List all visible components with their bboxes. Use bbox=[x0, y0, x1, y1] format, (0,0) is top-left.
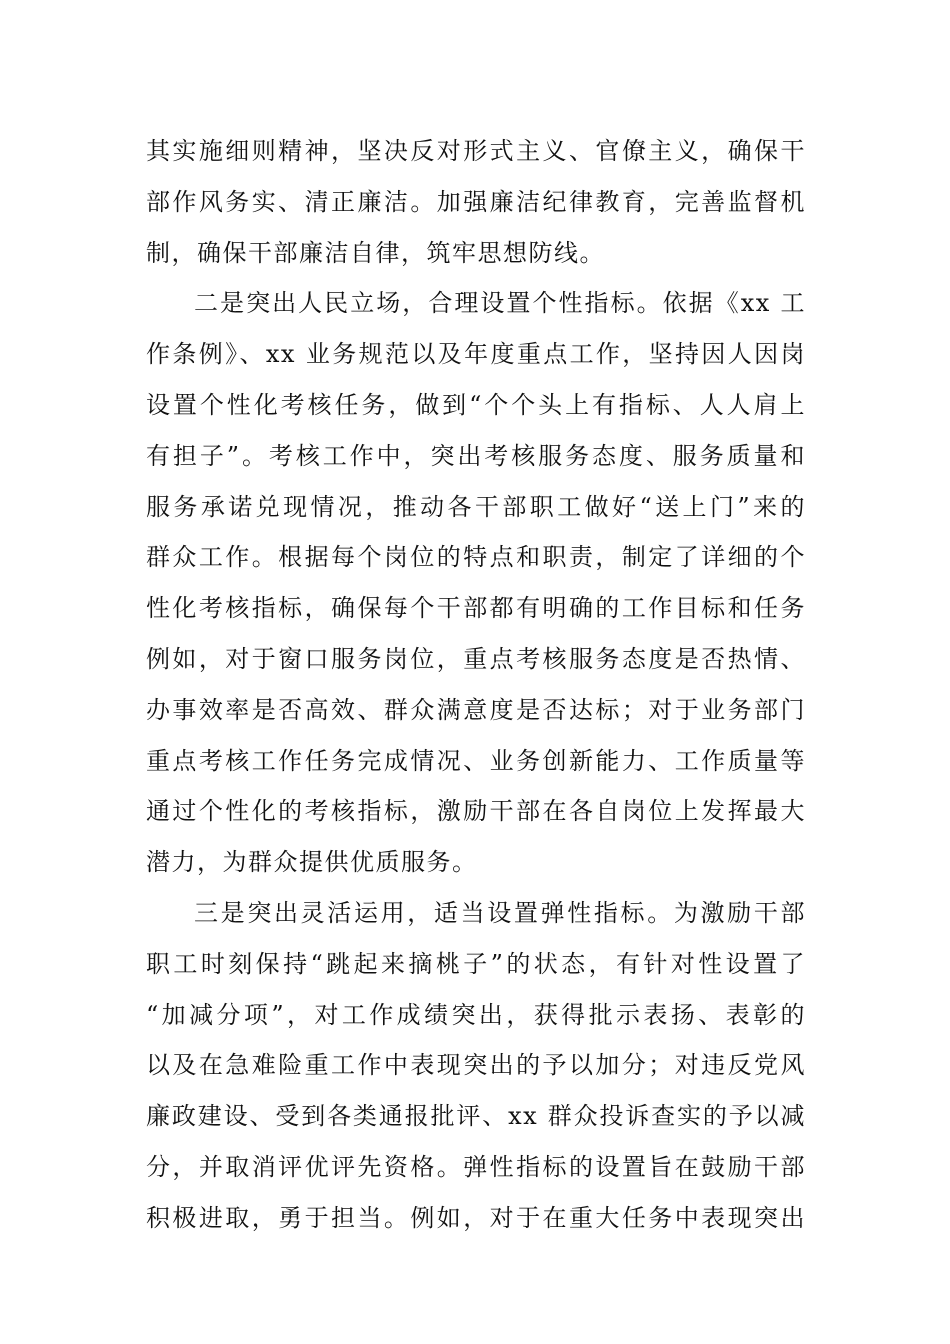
text-line: 以及在急难险重工作中表现突出的予以加分；对违反党风 bbox=[146, 1051, 806, 1080]
text-line: 群众工作。根据每个岗位的特点和职责，制定了详细的个 bbox=[146, 543, 806, 572]
text-line: “加减分项”，对工作成绩突出，获得批示表扬、表彰的 bbox=[146, 1000, 806, 1029]
text-line: 职工时刻保持“跳起来摘桃子”的状态，有针对性设置了 bbox=[146, 949, 806, 978]
text-line: 通过个性化的考核指标，激励干部在各自岗位上发挥最大 bbox=[146, 797, 806, 826]
text-line: 制，确保干部廉洁自律，筑牢思想防线。 bbox=[146, 238, 605, 267]
document-body bbox=[146, 126, 806, 1244]
text-line: 积极进取，勇于担当。例如，对于在重大任务中表现突出 bbox=[146, 1203, 806, 1232]
text-line: 服务承诺兑现情况，推动各干部职工做好“送上门”来的 bbox=[146, 492, 806, 521]
text-line: 二是突出人民立场，合理设置个性指标。依据《xx 工 bbox=[194, 289, 806, 318]
text-line: 重点考核工作任务完成情况、业务创新能力、工作质量等 bbox=[146, 746, 806, 775]
text-line: 部作风务实、清正廉洁。加强廉洁纪律教育，完善监督机 bbox=[146, 187, 806, 216]
text-line: 性化考核指标，确保每个干部都有明确的工作目标和任务 bbox=[146, 594, 806, 623]
text-line: 分，并取消评优评先资格。弹性指标的设置旨在鼓励干部 bbox=[146, 1152, 806, 1181]
text-line: 廉政建设、受到各类通报批评、xx 群众投诉查实的予以减 bbox=[146, 1102, 806, 1131]
text-line: 潜力，为群众提供优质服务。 bbox=[146, 848, 478, 877]
text-line: 办事效率是否高效、群众满意度是否达标；对于业务部门 bbox=[146, 695, 806, 724]
text-line: 有担子”。考核工作中，突出考核服务态度、服务质量和 bbox=[146, 441, 806, 470]
text-line: 设置个性化考核任务，做到“个个头上有指标、人人肩上 bbox=[146, 390, 806, 419]
text-line: 作条例》、xx 业务规范以及年度重点工作，坚持因人因岗 bbox=[146, 340, 806, 369]
text-line: 其实施细则精神，坚决反对形式主义、官僚主义，确保干 bbox=[146, 137, 806, 165]
text-line: 三是突出灵活运用，适当设置弹性指标。为激励干部 bbox=[194, 898, 806, 927]
text-line: 例如，对于窗口服务岗位，重点考核服务态度是否热情、 bbox=[146, 644, 806, 673]
